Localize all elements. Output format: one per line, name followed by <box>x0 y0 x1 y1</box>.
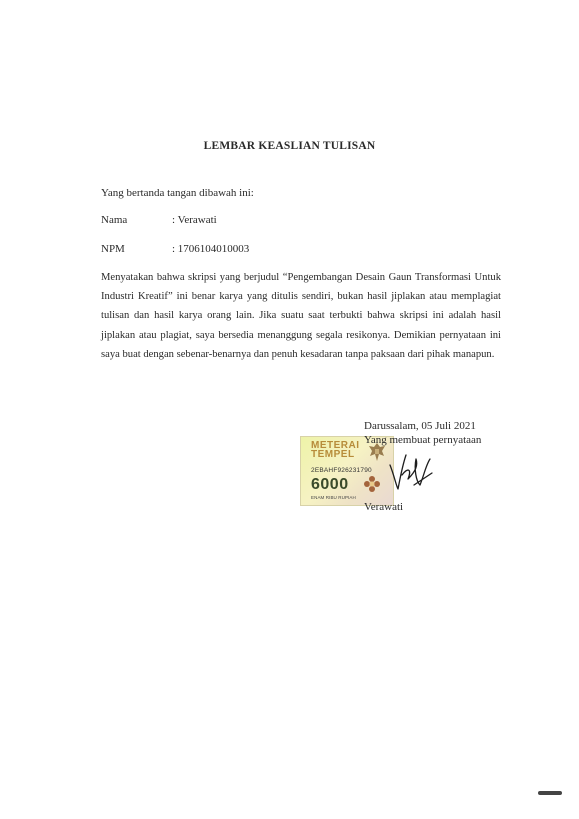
field-nama <box>101 214 217 226</box>
stamp-subtext: ENAM RIBU RUPIAH <box>311 495 356 500</box>
document-title: LEMBAR KEASLIAN TULISAN <box>203 140 376 152</box>
stamp-heading <box>311 441 360 459</box>
field-value: : 1706104010003 <box>172 243 250 255</box>
field-label: NPM <box>101 243 125 255</box>
field-value: : Verawati <box>172 214 217 226</box>
signer-role: Yang membuat pernyataan <box>364 434 482 446</box>
place-date: Darussalam, 05 Juli 2021 <box>364 420 476 432</box>
handwritten-signature <box>386 445 434 493</box>
stamp-line2: TEMPEL <box>311 449 355 460</box>
scan-artifact <box>538 791 562 795</box>
statement-paragraph <box>101 268 501 364</box>
stamp-line1: METERAI <box>311 440 360 451</box>
stamp-value: 6000 <box>311 476 349 493</box>
paragraph-text: Menyatakan bahwa skripsi yang berjudul “Pengembangan Desain Gaun Transformasi Untuk Industri Kreatif” ini benar karya yang ditulis sendiri, bukan hasil jiplakan atau memplagiat tulisan dan hasil karya orang lain. Jika suatu saat terbukti bahwa skripsi ini adalah hasil jiplakan atau plagiat, saya bersedia menanggung segala resikonya. Demikian pernyataan ini saya buat dengan sebenar-benarnya dan penuh kesadaran tanpa paksaan dari pihak manapun. <box>101 272 501 360</box>
intro-text: Yang bertanda tangan dibawah ini: <box>101 187 254 199</box>
stamp-ornament-icon <box>363 475 381 493</box>
field-npm <box>101 243 249 255</box>
meterai-stamp <box>300 436 394 506</box>
field-label: Nama <box>101 214 128 226</box>
signer-name: Verawati <box>364 501 404 513</box>
stamp-serial: 2EBAHF926231790 <box>311 467 372 474</box>
